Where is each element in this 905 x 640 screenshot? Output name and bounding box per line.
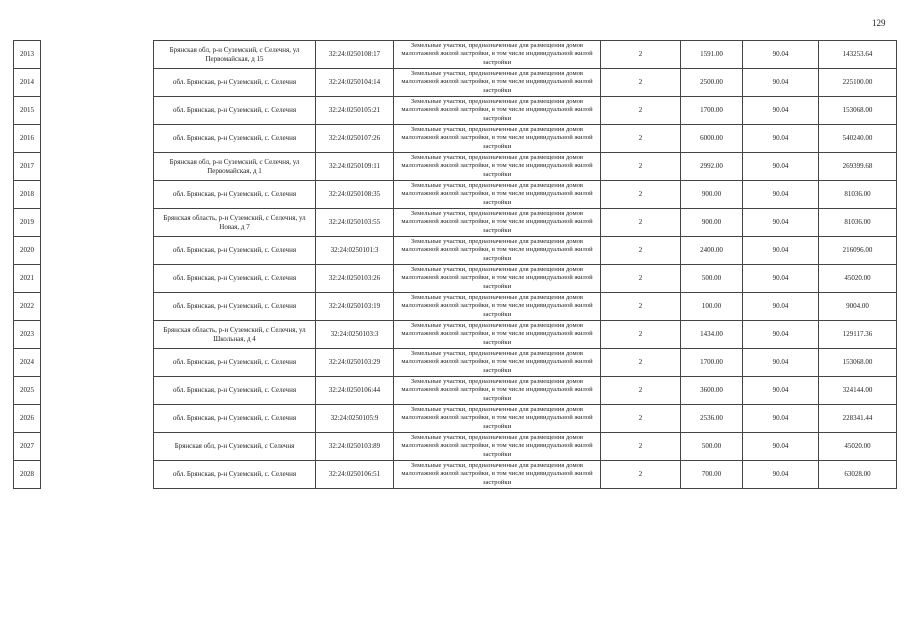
table-row	[14, 181, 897, 209]
cadastral-cost-cell: 143253.64	[819, 41, 897, 69]
rate-cell: 90.04	[743, 153, 819, 181]
blank-cell	[41, 237, 154, 265]
row-number-cell: 2025	[14, 377, 41, 405]
cadastral-cost-cell: 269399.68	[819, 153, 897, 181]
row-number-cell: 2020	[14, 237, 41, 265]
table-row	[14, 209, 897, 237]
land-use-cell: Земельные участки, предназначенные для размещения домов малоэтажной жилой застройки, в том числе индивидуальной жилой застройки	[394, 405, 601, 433]
address-cell: Брянская обл, р-н Суземский, с Селечня	[154, 433, 316, 461]
rate-cell: 90.04	[743, 349, 819, 377]
area-cell: 2536.00	[681, 405, 743, 433]
row-number-cell: 2015	[14, 97, 41, 125]
category-cell: 2	[601, 209, 681, 237]
area-cell: 3600.00	[681, 377, 743, 405]
cadastral-cost-cell: 63028.00	[819, 461, 897, 489]
category-cell: 2	[601, 265, 681, 293]
land-use-cell: Земельные участки, предназначенные для размещения домов малоэтажной жилой застройки, в том числе индивидуальной жилой застройки	[394, 181, 601, 209]
row-number-cell: 2016	[14, 125, 41, 153]
cadastral-cost-cell: 153068.00	[819, 349, 897, 377]
table-row	[14, 461, 897, 489]
category-cell: 2	[601, 97, 681, 125]
blank-cell	[41, 349, 154, 377]
row-number-cell: 2023	[14, 321, 41, 349]
row-number-cell: 2026	[14, 405, 41, 433]
area-cell: 900.00	[681, 181, 743, 209]
rate-cell: 90.04	[743, 181, 819, 209]
land-use-cell: Земельные участки, предназначенные для размещения домов малоэтажной жилой застройки, в том числе индивидуальной жилой застройки	[394, 69, 601, 97]
cadastral-number-cell: 32:24:0250109:11	[316, 153, 394, 181]
area-cell: 100.00	[681, 293, 743, 321]
cadastral-cost-cell: 81036.00	[819, 181, 897, 209]
category-cell: 2	[601, 405, 681, 433]
area-cell: 2500.00	[681, 69, 743, 97]
cadastral-number-cell: 32:24:0250103:3	[316, 321, 394, 349]
rate-cell: 90.04	[743, 377, 819, 405]
cadastral-number-cell: 32:24:0250105:21	[316, 97, 394, 125]
rate-cell: 90.04	[743, 69, 819, 97]
category-cell: 2	[601, 181, 681, 209]
table-row	[14, 265, 897, 293]
cadastral-number-cell: 32:24:0250103:89	[316, 433, 394, 461]
land-use-cell: Земельные участки, предназначенные для размещения домов малоэтажной жилой застройки, в том числе индивидуальной жилой застройки	[394, 321, 601, 349]
cadastral-number-cell: 32:24:0250106:44	[316, 377, 394, 405]
land-use-cell: Земельные участки, предназначенные для размещения домов малоэтажной жилой застройки, в том числе индивидуальной жилой застройки	[394, 97, 601, 125]
table-row	[14, 405, 897, 433]
land-use-cell: Земельные участки, предназначенные для размещения домов малоэтажной жилой застройки, в том числе индивидуальной жилой застройки	[394, 125, 601, 153]
rate-cell: 90.04	[743, 433, 819, 461]
area-cell: 900.00	[681, 209, 743, 237]
row-number-cell: 2014	[14, 69, 41, 97]
rate-cell: 90.04	[743, 209, 819, 237]
category-cell: 2	[601, 237, 681, 265]
rate-cell: 90.04	[743, 125, 819, 153]
blank-cell	[41, 97, 154, 125]
area-cell: 700.00	[681, 461, 743, 489]
cadastral-cost-cell: 9004.00	[819, 293, 897, 321]
rate-cell: 90.04	[743, 405, 819, 433]
cadastral-cost-cell: 129117.36	[819, 321, 897, 349]
blank-cell	[41, 209, 154, 237]
area-cell: 1591.00	[681, 41, 743, 69]
cadastral-cost-cell: 540240.00	[819, 125, 897, 153]
area-cell: 1434.00	[681, 321, 743, 349]
rate-cell: 90.04	[743, 321, 819, 349]
blank-cell	[41, 377, 154, 405]
blank-cell	[41, 461, 154, 489]
row-number-cell: 2021	[14, 265, 41, 293]
category-cell: 2	[601, 349, 681, 377]
category-cell: 2	[601, 377, 681, 405]
address-cell: обл. Брянская, р-н Суземский, с. Селечня	[154, 461, 316, 489]
cadastral-number-cell: 32:24:0250105:9	[316, 405, 394, 433]
row-number-cell: 2022	[14, 293, 41, 321]
address-cell: обл. Брянская, р-н Суземский, с. Селечня	[154, 265, 316, 293]
address-cell: Брянская область, р-н Суземский, с Селечня, ул Школьная, д 4	[154, 321, 316, 349]
cadastral-cost-cell: 228341.44	[819, 405, 897, 433]
category-cell: 2	[601, 461, 681, 489]
blank-cell	[41, 321, 154, 349]
cadastral-number-cell: 32:24:0250103:19	[316, 293, 394, 321]
land-use-cell: Земельные участки, предназначенные для размещения домов малоэтажной жилой застройки, в том числе индивидуальной жилой застройки	[394, 41, 601, 69]
land-use-cell: Земельные участки, предназначенные для размещения домов малоэтажной жилой застройки, в том числе индивидуальной жилой застройки	[394, 237, 601, 265]
table-row	[14, 41, 897, 69]
category-cell: 2	[601, 41, 681, 69]
table-row	[14, 237, 897, 265]
cadastral-number-cell: 32:24:0250103:26	[316, 265, 394, 293]
cadastral-cost-cell: 324144.00	[819, 377, 897, 405]
cadastral-number-cell: 32:24:0250103:29	[316, 349, 394, 377]
address-cell: обл. Брянская, р-н Суземский, с. Селечня	[154, 405, 316, 433]
land-use-cell: Земельные участки, предназначенные для размещения домов малоэтажной жилой застройки, в том числе индивидуальной жилой застройки	[394, 433, 601, 461]
area-cell: 2992.00	[681, 153, 743, 181]
land-use-cell: Земельные участки, предназначенные для размещения домов малоэтажной жилой застройки, в том числе индивидуальной жилой застройки	[394, 265, 601, 293]
address-cell: обл. Брянская, р-н Суземский, с. Селечня	[154, 125, 316, 153]
table-row	[14, 69, 897, 97]
blank-cell	[41, 433, 154, 461]
blank-cell	[41, 181, 154, 209]
row-number-cell: 2013	[14, 41, 41, 69]
table-row	[14, 293, 897, 321]
area-cell: 1700.00	[681, 349, 743, 377]
category-cell: 2	[601, 153, 681, 181]
land-use-cell: Земельные участки, предназначенные для размещения домов малоэтажной жилой застройки, в том числе индивидуальной жилой застройки	[394, 153, 601, 181]
row-number-cell: 2018	[14, 181, 41, 209]
cadastral-number-cell: 32:24:0250108:35	[316, 181, 394, 209]
area-cell: 6000.00	[681, 125, 743, 153]
address-cell: обл. Брянская, р-н Суземский, с. Селечня	[154, 377, 316, 405]
cadastral-cost-cell: 45020.00	[819, 265, 897, 293]
rate-cell: 90.04	[743, 237, 819, 265]
address-cell: обл. Брянская, р-н Суземский, с. Селечня	[154, 69, 316, 97]
land-use-cell: Земельные участки, предназначенные для размещения домов малоэтажной жилой застройки, в том числе индивидуальной жилой застройки	[394, 209, 601, 237]
row-number-cell: 2028	[14, 461, 41, 489]
blank-cell	[41, 125, 154, 153]
cadastral-cost-cell: 45020.00	[819, 433, 897, 461]
table-body	[14, 41, 897, 489]
cadastral-number-cell: 32:24:0250101:3	[316, 237, 394, 265]
blank-cell	[41, 293, 154, 321]
category-cell: 2	[601, 433, 681, 461]
table-row	[14, 349, 897, 377]
cadastral-number-cell: 32:24:0250107:26	[316, 125, 394, 153]
category-cell: 2	[601, 125, 681, 153]
land-use-cell: Земельные участки, предназначенные для размещения домов малоэтажной жилой застройки, в том числе индивидуальной жилой застройки	[394, 349, 601, 377]
land-use-cell: Земельные участки, предназначенные для размещения домов малоэтажной жилой застройки, в том числе индивидуальной жилой застройки	[394, 377, 601, 405]
cadastral-cost-cell: 81036.00	[819, 209, 897, 237]
rate-cell: 90.04	[743, 97, 819, 125]
area-cell: 1700.00	[681, 97, 743, 125]
area-cell: 500.00	[681, 265, 743, 293]
category-cell: 2	[601, 321, 681, 349]
blank-cell	[41, 153, 154, 181]
table-row	[14, 377, 897, 405]
cadastral-cost-cell: 225100.00	[819, 69, 897, 97]
cadastral-number-cell: 32:24:0250104:14	[316, 69, 394, 97]
land-use-cell: Земельные участки, предназначенные для размещения домов малоэтажной жилой застройки, в том числе индивидуальной жилой застройки	[394, 461, 601, 489]
table-row	[14, 125, 897, 153]
land-registry-table	[13, 40, 897, 489]
cadastral-number-cell: 32:24:0250106:51	[316, 461, 394, 489]
category-cell: 2	[601, 69, 681, 97]
rate-cell: 90.04	[743, 293, 819, 321]
page-number: 129	[872, 18, 886, 28]
blank-cell	[41, 405, 154, 433]
table-row	[14, 97, 897, 125]
row-number-cell: 2017	[14, 153, 41, 181]
row-number-cell: 2024	[14, 349, 41, 377]
rate-cell: 90.04	[743, 265, 819, 293]
address-cell: обл. Брянская, р-н Суземский, с. Селечня	[154, 237, 316, 265]
rate-cell: 90.04	[743, 461, 819, 489]
cadastral-number-cell: 32:24:0250108:17	[316, 41, 394, 69]
cadastral-cost-cell: 216096.00	[819, 237, 897, 265]
blank-cell	[41, 265, 154, 293]
table-row	[14, 321, 897, 349]
rate-cell: 90.04	[743, 41, 819, 69]
area-cell: 500.00	[681, 433, 743, 461]
category-cell: 2	[601, 293, 681, 321]
cadastral-number-cell: 32:24:0250103:55	[316, 209, 394, 237]
address-cell: Брянская обл, р-н Суземский, с Селечня, ул Первомайская, д 15	[154, 41, 316, 69]
blank-cell	[41, 69, 154, 97]
address-cell: Брянская область, р-н Суземский, с Селечня, ул Новая, д 7	[154, 209, 316, 237]
table-row	[14, 153, 897, 181]
row-number-cell: 2027	[14, 433, 41, 461]
area-cell: 2400.00	[681, 237, 743, 265]
address-cell: обл. Брянская, р-н Суземский, с. Селечня	[154, 97, 316, 125]
land-use-cell: Земельные участки, предназначенные для размещения домов малоэтажной жилой застройки, в том числе индивидуальной жилой застройки	[394, 293, 601, 321]
table-row	[14, 433, 897, 461]
address-cell: обл. Брянская, р-н Суземский, с. Селечня	[154, 181, 316, 209]
address-cell: обл. Брянская, р-н Суземский, с. Селечня	[154, 349, 316, 377]
blank-cell	[41, 41, 154, 69]
address-cell: обл. Брянская, р-н Суземский, с. Селечня	[154, 293, 316, 321]
row-number-cell: 2019	[14, 209, 41, 237]
address-cell: Брянская обл, р-н Суземский, с Селечня, ул Первомайская, д 1	[154, 153, 316, 181]
cadastral-cost-cell: 153068.00	[819, 97, 897, 125]
